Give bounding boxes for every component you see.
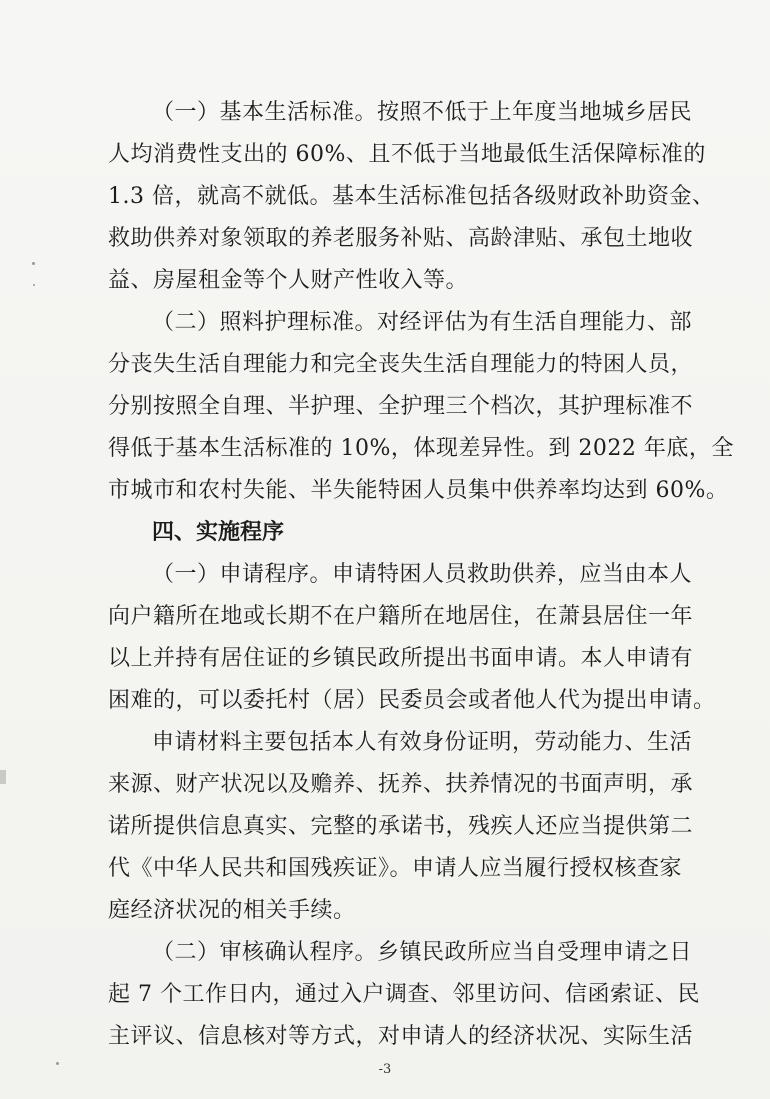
text-line: （二）审核确认程序。乡镇民政所应当自受理申请之日: [152, 940, 693, 965]
text-line: 人均消费性支出的 60%、且不低于当地最低生活保障标准的: [108, 142, 706, 167]
scan-speck: [56, 1062, 59, 1065]
text-line: （二）照料护理标准。对经评估为有生活自理能力、部: [152, 310, 693, 335]
text-line: 得低于基本生活标准的 10%，体现差异性。到 2022 年底，全: [108, 436, 734, 461]
text-line: 市城市和农村失能、半失能特困人员集中供养率均达到 60%。: [108, 478, 729, 503]
text-line: 救助供养对象领取的养老服务补贴、高龄津贴、承包土地收: [108, 226, 694, 251]
page-number: -3: [378, 1062, 392, 1077]
text-line: 主评议、信息核对等方式，对申请人的经济状况、实际生活: [108, 1024, 694, 1049]
scan-edge-mark: [0, 770, 6, 784]
text-line: （一）基本生活标准。按照不低于上年度当地城乡居民: [152, 100, 693, 125]
text-line: 分别按照全自理、半护理、全护理三个档次，其护理标准不: [108, 394, 694, 419]
text-line: 1.3 倍，就高不就低。基本生活标准包括各级财政补助资金、: [108, 184, 715, 209]
text-line: 申请材料主要包括本人有效身份证明，劳动能力、生活: [152, 730, 693, 755]
text-line: （一）申请程序。申请特困人员救助供养，应当由本人: [152, 562, 693, 587]
text-line: 困难的，可以委托村（居）民委员会或者他人代为提出申请。: [108, 688, 716, 713]
section-heading: 四、实施程序: [152, 520, 285, 545]
text-line: 向户籍所在地或长期不在户籍所在地居住，在萧县居住一年: [108, 604, 694, 629]
text-line: 益、房屋租金等个人财产性收入等。: [108, 268, 469, 293]
scan-speck: [33, 284, 35, 286]
text-line: 分丧失生活自理能力和完全丧失生活自理能力的特困人员，: [108, 352, 694, 377]
text-line: 代《中华人民共和国残疾证》。申请人应当履行授权核查家: [108, 856, 683, 881]
text-line: 以上并持有居住证的乡镇民政所提出书面申请。本人申请有: [108, 646, 694, 671]
scan-speck: [32, 262, 35, 265]
text-line: 诺所提供信息真实、完整的承诺书，残疾人还应当提供第二: [108, 814, 694, 839]
text-line: 起 7 个工作日内，通过入户调查、邻里访问、信函索证、民: [108, 982, 700, 1007]
text-line: 来源、财产状况以及赡养、抚养、扶养情况的书面声明，承: [108, 772, 694, 797]
text-line: 庭经济状况的相关手续。: [108, 898, 356, 923]
